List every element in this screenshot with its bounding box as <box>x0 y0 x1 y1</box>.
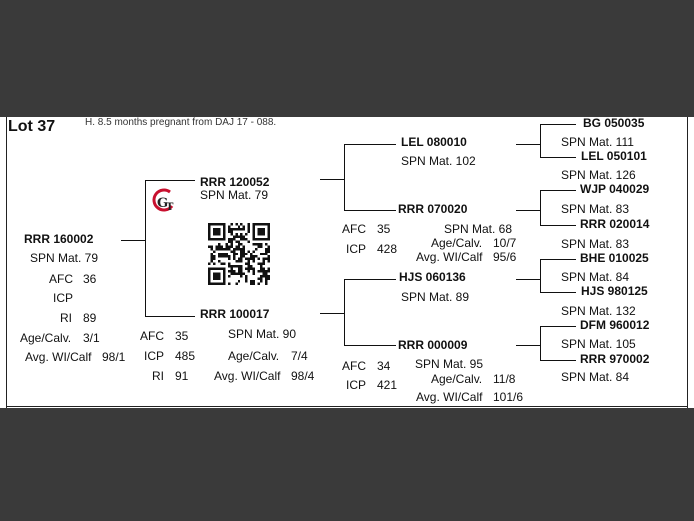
gp-sd-spn: SPN Mat. 68 <box>444 222 513 236</box>
ggp-7-spn: SPN Mat. 105 <box>561 337 636 351</box>
connector-line <box>516 210 540 211</box>
gp-sd-avgwi-label: Avg. WI/Calf <box>416 250 483 264</box>
connector-line <box>145 180 195 181</box>
connector-line <box>540 326 576 327</box>
gp-dd-avgwi-value: 101/6 <box>493 390 524 404</box>
connector-line <box>344 210 396 211</box>
connector-line <box>344 144 345 210</box>
gp-sd-id: RRR 070020 <box>398 202 468 216</box>
qr-code-icon <box>208 223 270 285</box>
gp-ss-id: LEL 080010 <box>401 135 467 149</box>
connector-line <box>540 190 541 225</box>
connector-line <box>540 225 576 226</box>
dam-icp-label: ICP <box>144 349 165 363</box>
dam-avgwi-value: 98/4 <box>291 369 315 383</box>
animal-avgwi-label: Avg. WI/Calf <box>25 350 92 364</box>
dam-afc-label: AFC <box>140 329 164 343</box>
dam-ri-value: 91 <box>175 369 189 383</box>
lot-note: H. 8.5 months pregnant from DAJ 17 - 088. <box>85 117 277 128</box>
sire-id: RRR 120052 <box>200 175 270 189</box>
connector-line <box>516 144 540 145</box>
lot-title: Lot 37 <box>8 118 56 135</box>
animal-avgwi-value: 98/1 <box>102 350 126 364</box>
ggp-4-spn: SPN Mat. 83 <box>561 237 630 251</box>
connector-line <box>121 240 145 241</box>
gp-dd-icp-label: ICP <box>346 378 367 392</box>
svg-text:T: T <box>166 202 174 213</box>
ggp-6-spn: SPN Mat. 132 <box>561 304 636 318</box>
gp-sd-avgwi-value: 95/6 <box>493 250 517 264</box>
ggp-4-id: RRR 020014 <box>580 217 650 231</box>
dam-id: RRR 100017 <box>200 307 270 321</box>
ggp-3-id: WJP 040029 <box>580 182 650 196</box>
pedigree-document <box>0 117 694 408</box>
animal-icp-label: ICP <box>53 291 74 305</box>
gp-dd-afc-value: 34 <box>377 359 391 373</box>
connector-line <box>344 144 396 145</box>
ggp-2-id: LEL 050101 <box>581 149 647 163</box>
connector-line <box>540 326 541 360</box>
animal-spn: SPN Mat. 79 <box>30 251 99 265</box>
gp-sd-agecalv-value: 10/7 <box>493 236 517 250</box>
gp-dd-spn: SPN Mat. 95 <box>415 357 484 371</box>
connector-line <box>516 345 540 346</box>
gp-sd-agecalv-label: Age/Calv. <box>431 236 483 250</box>
connector-line <box>540 360 576 361</box>
animal-ri-label: RI <box>60 311 72 325</box>
gp-sd-afc-label: AFC <box>342 222 366 236</box>
connector-line <box>540 259 541 292</box>
dam-spn: SPN Mat. 90 <box>228 327 297 341</box>
sire-spn: SPN Mat. 79 <box>200 188 269 202</box>
page-border-left <box>6 117 7 408</box>
ggp-8-spn: SPN Mat. 84 <box>561 370 630 384</box>
dam-icp-value: 485 <box>175 349 196 363</box>
dam-afc-value: 35 <box>175 329 189 343</box>
ggp-1-id: BG 050035 <box>583 117 645 130</box>
gp-dd-agecalv-label: Age/Calv. <box>431 372 483 386</box>
gp-dd-avgwi-label: Avg. WI/Calf <box>416 390 483 404</box>
gp-ss-spn: SPN Mat. 102 <box>401 154 476 168</box>
ggp-6-id: HJS 980125 <box>581 284 648 298</box>
connector-line <box>540 259 576 260</box>
connector-line <box>145 316 195 317</box>
dam-agecalv-label: Age/Calv. <box>228 349 280 363</box>
gp-ds-id: HJS 060136 <box>399 270 466 284</box>
page-border-bottom <box>6 406 688 407</box>
connector-line <box>344 345 396 346</box>
gp-sd-afc-value: 35 <box>377 222 391 236</box>
connector-line <box>344 279 396 280</box>
ggp-3-spn: SPN Mat. 83 <box>561 202 630 216</box>
connector-line <box>540 292 576 293</box>
animal-afc-label: AFC <box>49 272 73 286</box>
connector-line <box>540 190 576 191</box>
gp-dd-id: RRR 000009 <box>398 338 468 352</box>
connector-line <box>320 179 344 180</box>
connector-line <box>145 180 146 316</box>
gp-ds-spn: SPN Mat. 89 <box>401 290 470 304</box>
gp-sd-icp-value: 428 <box>377 242 398 256</box>
gp-dd-afc-label: AFC <box>342 359 366 373</box>
dam-avgwi-label: Avg. WI/Calf <box>214 369 281 383</box>
gp-dd-icp-value: 421 <box>377 378 398 392</box>
animal-afc-value: 36 <box>83 272 97 286</box>
svg-text:G: G <box>157 196 169 211</box>
animal-agecalv-label: Age/Calv. <box>20 331 72 345</box>
connector-line <box>344 279 345 345</box>
connector-line <box>516 279 540 280</box>
gp-dd-agecalv-value: 11/8 <box>493 372 516 386</box>
gp-sd-icp-label: ICP <box>346 242 367 256</box>
connector-line <box>540 124 576 125</box>
dam-agecalv-value: 7/4 <box>291 349 308 363</box>
connector-line <box>320 313 344 314</box>
animal-id: RRR 160002 <box>24 232 94 246</box>
animal-agecalv-value: 3/1 <box>83 331 100 345</box>
ggp-5-id: BHE 010025 <box>580 251 649 265</box>
ggp-7-id: DFM 960012 <box>580 318 650 332</box>
page-border-right <box>687 117 688 408</box>
connector-line <box>540 124 541 157</box>
ggp-2-spn: SPN Mat. 126 <box>561 168 636 182</box>
ggp-5-spn: SPN Mat. 84 <box>561 270 630 284</box>
gt-logo-icon <box>150 187 178 215</box>
ggp-8-id: RRR 970002 <box>580 352 650 366</box>
ggp-1-spn: SPN Mat. 111 <box>561 135 634 149</box>
animal-ri-value: 89 <box>83 311 97 325</box>
connector-line <box>540 157 576 158</box>
dam-ri-label: RI <box>152 369 164 383</box>
